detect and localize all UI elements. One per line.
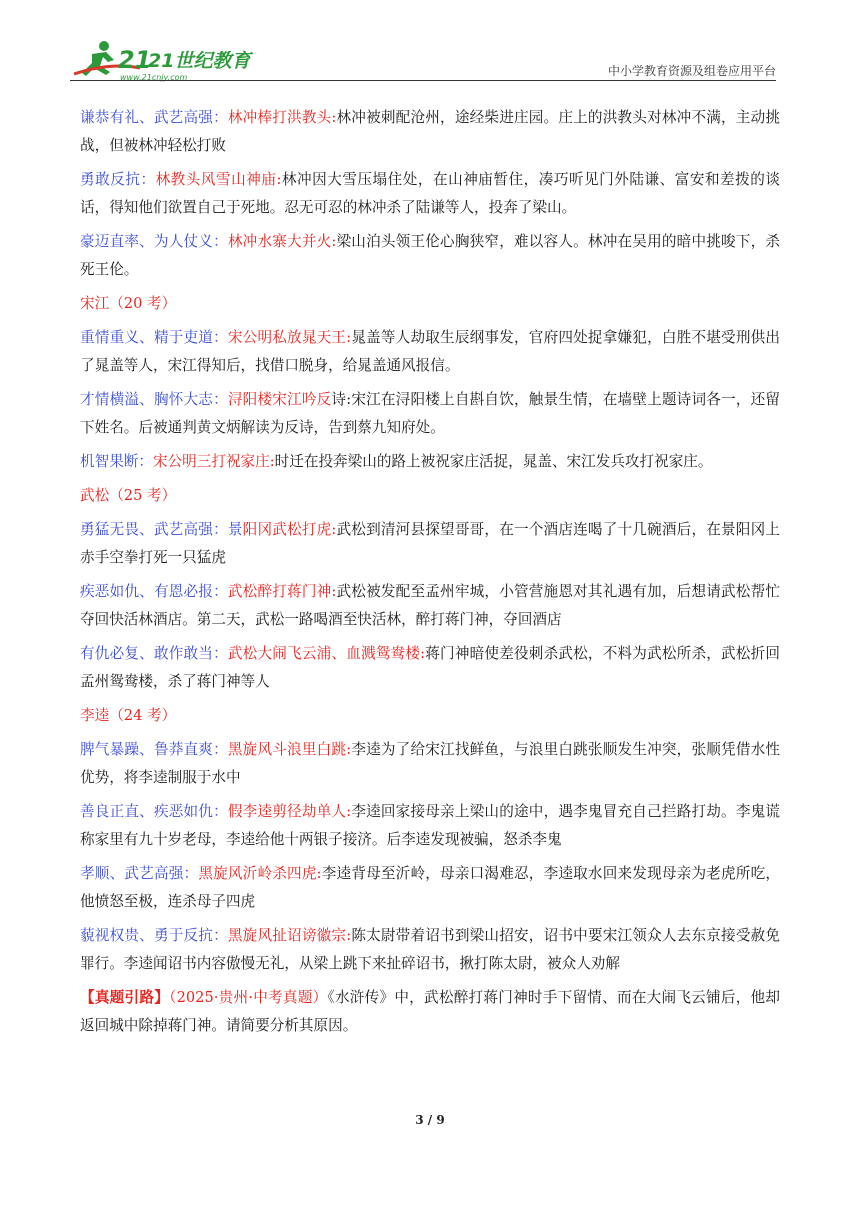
- header-rule: [70, 80, 776, 81]
- character-item: [80, 448, 780, 476]
- section-heading: 宋江（20 考）: [80, 295, 177, 312]
- character-item: [80, 104, 780, 160]
- event-title: 假李逵剪径劫单人:: [227, 803, 352, 820]
- event-title: 林冲水寨大并火:: [227, 233, 337, 250]
- character-item: [80, 386, 780, 442]
- trait-label: 豪迈直率、为人仗义：: [80, 233, 228, 250]
- event-title: 黑旋风斗浪里白跳:: [227, 741, 352, 758]
- document-body: [80, 104, 780, 1046]
- trait-label: 有仇必复、敢作敢当：: [80, 645, 228, 662]
- event-description: 时迁在投奔梁山的路上被祝家庄活捉，晁盖、宋江发兵攻打祝家庄。: [274, 453, 713, 470]
- event-description: 武松被发配至孟州牢城，小管营施恩对其礼遇有加，后想请武松帮忙夺回快活林酒店。第二天，武松一路喝酒至快活林，醉打蒋门神，夺回酒店: [80, 583, 780, 628]
- character-item: [80, 798, 780, 854]
- site-logo: [70, 38, 290, 82]
- trait-label: 才情横溢、胸怀大志：: [80, 391, 228, 408]
- character-item: [80, 516, 780, 572]
- event-description: 陈太尉带着诏书到梁山招安，诏书中要宋江领众人去东京接受赦免罪行。李逵闻诏书内容傲慢无礼，从梁上跳下来扯碎诏书，揪打陈太尉，被众人劝解: [80, 927, 780, 972]
- event-title: 林冲棒打洪教头:: [227, 109, 337, 126]
- character-item: [80, 860, 780, 916]
- trait-label: 孝顺、武艺高强：: [80, 865, 199, 882]
- character-item: [80, 640, 780, 696]
- trait-label: 疾恶如仇、有恩必报：: [80, 583, 228, 600]
- trait-label: 勇敢反抗：: [80, 171, 156, 188]
- event-description: 诗:宋江在浔阳楼上自斟自饮，触景生情，在墙壁上题诗词各一，还留下姓名。后被通判黄文炳解读为反诗，告到蔡九知府处。: [80, 391, 780, 436]
- event-description: 李逵为了给宋江找鲜鱼，与浪里白跳张顺发生冲突，张顺凭借水性优势，将李逵制服于水中: [80, 741, 780, 786]
- trait-label: 勇猛无畏、武艺高强：景: [80, 521, 243, 538]
- trait-label: 机智果断：: [80, 453, 153, 470]
- logo-url: www.21cnjy.com: [120, 73, 188, 82]
- platform-name: 中小学教育资源及组卷应用平台: [607, 64, 776, 78]
- event-title: 黑旋风扯诏谤徽宗:: [227, 927, 352, 944]
- character-item: [80, 578, 780, 634]
- question-source: （2025·贵州·中考真题）: [169, 989, 328, 1006]
- character-item: [80, 166, 780, 222]
- event-title: 黑旋风沂岭杀四虎:: [198, 865, 322, 882]
- event-description: 蒋门神暗使差役刺杀武松，不料为武松所杀，武松折回孟州鸳鸯楼，杀了蒋门神等人: [80, 645, 780, 690]
- event-title: 宋公明三打祝家庄:: [152, 453, 275, 470]
- page-number: 3 / 9: [415, 1113, 445, 1127]
- question-tag: 【真题引路】: [80, 989, 170, 1006]
- trait-label: 脾气暴躁、鲁莽直爽：: [80, 741, 228, 758]
- event-description: 晁盖等人劫取生辰纲事发，官府四处捉拿嫌犯，白胜不堪受刑供出了晁盖等人，宋江得知后，找借口脱身，给晁盖通风报信。: [80, 329, 780, 374]
- trait-label: 藐视权贵、勇于反抗：: [80, 927, 228, 944]
- event-title: 宋公明私放晁天王:: [227, 329, 352, 346]
- event-title: 武松大闹飞云浦、血溅鸳鸯楼:: [227, 645, 426, 662]
- event-description: 梁山泊头领王伦心胸狭窄，难以容人。林冲在吴用的暗中挑唆下，杀死王伦。: [80, 233, 780, 278]
- page-header: [70, 36, 776, 82]
- character-item: [80, 324, 780, 380]
- event-description: 李逵回家接母亲上梁山的途中，遇李鬼冒充自己拦路打劫。李鬼谎称家里有九十岁老母，李逵给他十两银子接济。后李逵发现被骗，怒杀李鬼: [80, 803, 780, 848]
- event-title: 武松醉打蒋门神:: [227, 583, 337, 600]
- event-description: 林冲被刺配沧州，途经柴进庄园。庄上的洪教头对林冲不满，主动挑战，但被林冲轻松打败: [80, 109, 780, 154]
- event-title: 阳冈武松打虎:: [242, 521, 337, 538]
- trait-label: 谦恭有礼、武艺高强：: [80, 109, 228, 126]
- logo-21: 21: [118, 46, 152, 74]
- section-heading: 李逵（24 考）: [80, 707, 177, 724]
- character-item: [80, 736, 780, 792]
- exam-question: [80, 984, 780, 1040]
- trait-label: 善良正直、疾恶如仇：: [80, 803, 228, 820]
- event-title: 林教头风雪山神庙:: [155, 171, 282, 188]
- trait-label: 重情重义、精于吏道：: [80, 329, 228, 346]
- event-description: 武松到清河县探望哥哥，在一个酒店连喝了十几碗酒后，在景阳冈上赤手空拳打死一只猛虎: [80, 521, 780, 566]
- character-item: [80, 922, 780, 978]
- event-title: 浔阳楼宋江吟反: [227, 391, 332, 408]
- event-description: 林冲因大雪压塌住处，在山神庙暂住，凑巧听见门外陆谦、富安和差拨的谈话，得知他们欲置自己于死地。忍无可忍的林冲杀了陆谦等人，投奔了梁山。: [80, 171, 780, 216]
- question-text: 《水浒传》中，武松醉打蒋门神时手下留情、而在大闹飞云铺后，他却返回城中除掉蒋门神。请简要分析其原因。: [80, 989, 780, 1034]
- section-heading: 武松（25 考）: [80, 487, 177, 504]
- logo-brand: 21世纪教育: [148, 50, 251, 72]
- character-item: [80, 228, 780, 284]
- event-description: 李逵背母至沂岭，母亲口渴难忍，李逵取水回来发现母亲为老虎所吃，他愤怒至极，连杀母子四虎: [80, 865, 780, 910]
